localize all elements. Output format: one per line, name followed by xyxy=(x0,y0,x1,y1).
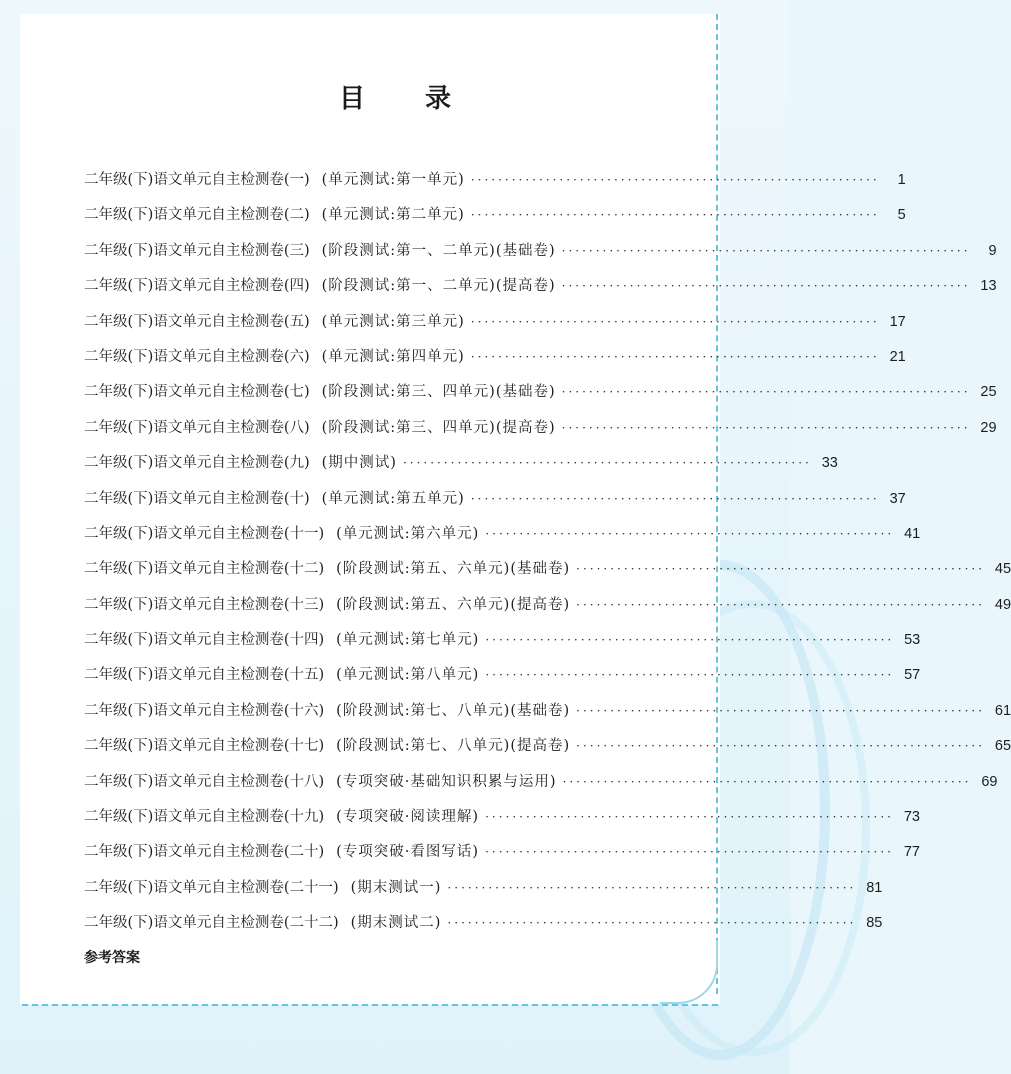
toc-entry-title: 二年级(下)语文单元自主检测卷(十四) xyxy=(84,632,325,649)
toc-entry-subtitle: (期末测试一) xyxy=(350,879,442,896)
toc-entry-subtitle: (阶段测试:第七、八单元)(提高卷) xyxy=(336,738,571,755)
toc-entry-subtitle: (阶段测试:第一、二单元)(基础卷) xyxy=(321,242,556,259)
toc-entry-subtitle: (单元测试:第五单元) xyxy=(321,490,465,507)
table-of-contents xyxy=(84,168,1011,947)
toc-entry-subtitle: (单元测试:第二单元) xyxy=(321,207,465,224)
toc-leader-dots: ···························································· xyxy=(447,916,857,931)
toc-entry[interactable] xyxy=(84,876,883,911)
toc-page-number: 33 xyxy=(821,455,838,472)
toc-entry-subtitle: (单元测试:第七单元) xyxy=(336,632,480,649)
toc-leader-dots: ···························································· xyxy=(470,173,880,187)
toc-leader-dots: ···························································· xyxy=(485,845,894,860)
toc-leader-dots: ···························································· xyxy=(561,420,971,435)
toc-entry-title: 二年级(下)语文单元自主检测卷(五) xyxy=(84,313,310,330)
toc-entry-subtitle: (阶段测试:第三、四单元)(提高卷) xyxy=(321,419,556,436)
toc-page-number: 5 xyxy=(897,207,906,224)
toc-entry-title: 二年级(下)语文单元自主检测卷(二十) xyxy=(84,844,325,861)
toc-page-number: 65 xyxy=(994,738,1011,755)
toc-page-number: 69 xyxy=(981,773,998,790)
toc-leader-dots: ···························································· xyxy=(576,597,986,612)
toc-entry[interactable] xyxy=(84,557,1011,592)
toc-entry-title: 二年级(下)语文单元自主检测卷(十) xyxy=(84,490,310,507)
toc-entry[interactable] xyxy=(84,345,906,380)
toc-entry-title: 二年级(下)语文单元自主检测卷(一) xyxy=(84,172,310,188)
toc-page-number: 49 xyxy=(994,596,1011,613)
toc-entry-title: 二年级(下)语文单元自主检测卷(十八) xyxy=(84,773,325,790)
toc-entry-subtitle: (单元测试:第四单元) xyxy=(321,348,465,365)
toc-page-number: 41 xyxy=(904,525,921,542)
toc-leader-dots: ···························································· xyxy=(402,456,812,471)
toc-leader-dots: ···························································· xyxy=(485,633,895,648)
toc-entry[interactable] xyxy=(84,168,906,203)
toc-page-number: 61 xyxy=(994,702,1011,719)
toc-entry-title: 二年级(下)语文单元自主检测卷(二) xyxy=(84,207,310,224)
toc-entry-title: 二年级(下)语文单元自主检测卷(四) xyxy=(84,278,310,295)
toc-entry-title: 二年级(下)语文单元自主检测卷(二十一) xyxy=(84,879,339,896)
toc-leader-dots: ···························································· xyxy=(485,668,895,683)
toc-entry-title: 二年级(下)语文单元自主检测卷(十二) xyxy=(84,561,325,578)
toc-entry-title: 二年级(下)语文单元自主检测卷(十九) xyxy=(84,809,325,826)
toc-leader-dots: ···························································· xyxy=(561,385,971,400)
toc-leader-dots: ···························································· xyxy=(470,349,880,364)
toc-entry-title: 二年级(下)语文单元自主检测卷(十三) xyxy=(84,596,325,613)
toc-entry[interactable] xyxy=(84,628,921,663)
toc-leader-dots: ···························································· xyxy=(562,774,972,789)
toc-entry[interactable] xyxy=(84,805,920,840)
toc-entry-subtitle: (单元测试:第一单元) xyxy=(321,172,465,188)
toc-entry[interactable] xyxy=(84,699,1011,734)
toc-entry-subtitle: (阶段测试:第一、二单元)(提高卷) xyxy=(321,278,556,295)
toc-entry[interactable] xyxy=(84,203,906,238)
toc-entry-subtitle: (单元测试:第八单元) xyxy=(336,667,480,684)
toc-entry-subtitle: (专项突破·阅读理解) xyxy=(336,809,480,826)
toc-entry[interactable] xyxy=(84,840,920,875)
toc-page-number: 1 xyxy=(897,172,906,188)
toc-leader-dots: ···························································· xyxy=(561,279,971,294)
toc-entry-subtitle: (阶段测试:第五、六单元)(基础卷) xyxy=(336,561,571,578)
toc-entry[interactable] xyxy=(84,593,1011,628)
toc-page-number: 21 xyxy=(889,348,906,365)
toc-leader-dots: ···························································· xyxy=(576,739,986,754)
toc-leader-dots: ···························································· xyxy=(485,526,895,541)
toc-entry-subtitle: (期中测试) xyxy=(321,455,397,472)
toc-leader-dots: ···························································· xyxy=(576,703,986,718)
toc-entry-title: 二年级(下)语文单元自主检测卷(十一) xyxy=(84,525,325,542)
toc-entry-title: 二年级(下)语文单元自主检测卷(九) xyxy=(84,455,310,472)
toc-entry[interactable] xyxy=(84,911,883,946)
toc-leader-dots: ···························································· xyxy=(561,243,971,258)
toc-entry-subtitle: (专项突破·看图写话) xyxy=(336,844,480,861)
toc-leader-dots: ···························································· xyxy=(470,314,880,329)
toc-entry-subtitle: (专项突破·基础知识积累与运用) xyxy=(336,773,557,790)
toc-entry-title: 二年级(下)语文单元自主检测卷(八) xyxy=(84,419,310,436)
toc-entry-title: 二年级(下)语文单元自主检测卷(十七) xyxy=(84,738,325,755)
toc-page-number: 85 xyxy=(866,915,883,932)
toc-page-number: 45 xyxy=(994,561,1011,578)
toc-entry[interactable] xyxy=(84,416,997,451)
toc-leader-dots: ···························································· xyxy=(470,208,880,223)
toc-entry-title: 二年级(下)语文单元自主检测卷(六) xyxy=(84,348,310,365)
toc-page-number: 37 xyxy=(889,490,906,507)
toc-page-number: 29 xyxy=(980,419,997,436)
toc-entry[interactable] xyxy=(84,239,997,274)
toc-entry[interactable] xyxy=(84,487,906,522)
toc-page-number: 17 xyxy=(889,313,906,330)
toc-entry-title: 二年级(下)语文单元自主检测卷(七) xyxy=(84,384,310,401)
page-title: 目录 xyxy=(338,84,511,114)
toc-page-number: 77 xyxy=(903,844,920,861)
toc-entry[interactable] xyxy=(84,734,1011,769)
page-border-bottom xyxy=(22,1004,718,1006)
toc-page-number: 25 xyxy=(980,384,997,401)
toc-entry-subtitle: (阶段测试:第三、四单元)(基础卷) xyxy=(321,384,556,401)
toc-entry[interactable] xyxy=(84,770,998,805)
toc-entry-title: 二年级(下)语文单元自主检测卷(十六) xyxy=(84,702,325,719)
toc-entry-title: 二年级(下)语文单元自主检测卷(三) xyxy=(84,242,310,259)
toc-entry-subtitle: (阶段测试:第五、六单元)(提高卷) xyxy=(336,596,571,613)
toc-entry[interactable] xyxy=(84,310,906,345)
toc-entry[interactable] xyxy=(84,274,997,309)
toc-entry-subtitle: (期末测试二) xyxy=(350,915,442,932)
toc-entry-title: 二年级(下)语文单元自主检测卷(二十二) xyxy=(84,915,339,932)
toc-page-number: 81 xyxy=(866,879,883,896)
toc-entry-subtitle: (阶段测试:第七、八单元)(基础卷) xyxy=(336,702,571,719)
answers-heading[interactable]: 参考答案 xyxy=(84,950,140,966)
toc-entry[interactable] xyxy=(84,663,921,698)
toc-leader-dots: ···························································· xyxy=(470,491,880,506)
toc-entry-subtitle: (单元测试:第六单元) xyxy=(336,525,480,542)
toc-page-number: 13 xyxy=(980,278,997,295)
toc-page-number: 9 xyxy=(988,242,997,259)
toc-leader-dots: ···························································· xyxy=(485,810,894,825)
toc-entry-subtitle: (单元测试:第三单元) xyxy=(321,313,465,330)
toc-leader-dots: ···························································· xyxy=(576,562,986,577)
toc-entry[interactable] xyxy=(84,380,997,415)
toc-page-number: 73 xyxy=(903,809,920,826)
toc-entry-title: 二年级(下)语文单元自主检测卷(十五) xyxy=(84,667,325,684)
toc-page-number: 53 xyxy=(904,632,921,649)
toc-leader-dots: ···························································· xyxy=(447,880,857,895)
toc-entry[interactable] xyxy=(84,451,838,486)
toc-page-number: 57 xyxy=(904,667,921,684)
toc-entry[interactable] xyxy=(84,522,921,557)
